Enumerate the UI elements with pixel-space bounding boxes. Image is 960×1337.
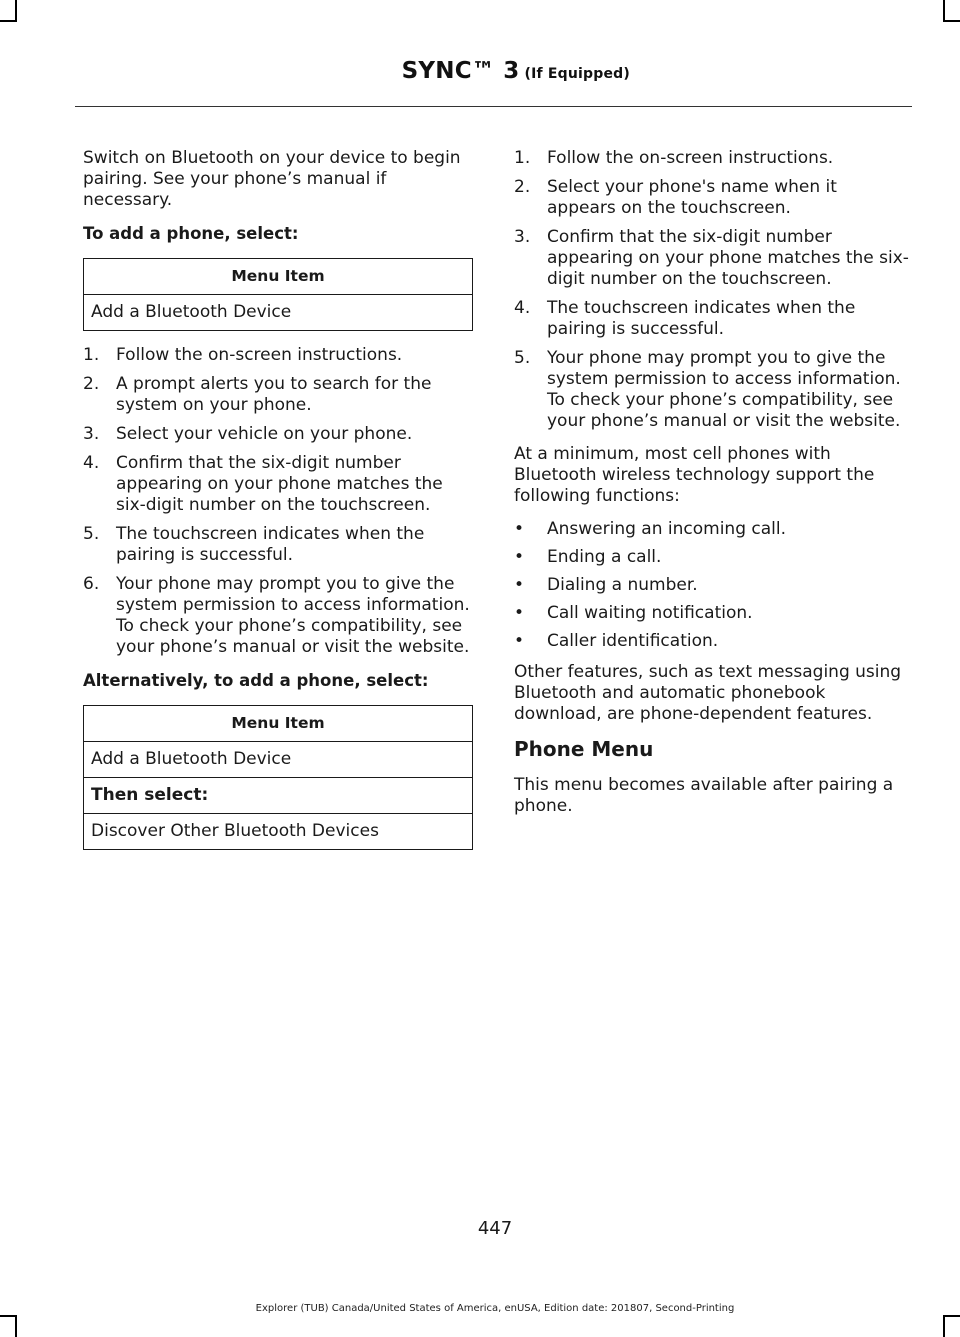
step-number: 3. [83,424,100,444]
alternative-subhead: Alternatively, to add a phone, select: [83,671,429,690]
crop-mark [943,0,945,20]
step-text: Select your phone's name when it appears on the touchscreen. [547,177,837,218]
step-number: 1. [514,148,531,168]
list-item [83,453,475,516]
step-number: 2. [514,177,531,197]
list-item [83,424,475,445]
bullet-text: Caller identification. [547,631,719,651]
menu-table-1 [83,258,473,331]
step-number: 5. [83,524,100,544]
phone-menu-paragraph: This menu becomes available after pairing a phone. [514,775,894,816]
step-text: The touchscreen indicates when the pairing is successful. [116,524,425,565]
functions-intro: At a minimum, most cell phones with Bluetooth wireless technology support the following functions: [514,444,875,506]
crop-mark [15,1315,17,1337]
menu-table-cell: Discover Other Bluetooth Devices [84,814,473,850]
right-column [514,148,910,829]
bullet-icon: • [514,519,525,539]
list-item [514,348,910,432]
step-text: Confirm that the six-digit number appearing on your phone matches the six-digit number on the touchscreen. [116,453,443,515]
crop-mark [0,1315,17,1317]
page-header-title [402,58,630,84]
step-text: Follow the on-screen instructions. [547,148,834,168]
list-item [83,524,475,566]
add-phone-subhead: To add a phone, select: [83,224,299,243]
features-paragraph: Other features, such as text messaging using Bluetooth and automatic phonebook download, are phone-dependent features. [514,662,902,724]
header-title-suffix: (If Equipped) [519,66,630,82]
bullet-icon: • [514,575,525,595]
crop-mark [943,1315,960,1317]
bullet-text: Ending a call. [547,547,662,567]
menu-table-cell: Add a Bluetooth Device [84,742,473,778]
menu-table-cell: Add a Bluetooth Device [84,295,473,331]
phone-menu-heading: Phone Menu [514,737,654,761]
crop-mark [943,20,960,22]
step-number: 1. [83,345,100,365]
bullet-icon: • [514,631,525,651]
step-number: 4. [514,298,531,318]
list-item [514,603,910,624]
list-item [514,298,910,340]
crop-mark [0,20,17,22]
bullet-icon: • [514,547,525,567]
step-text: Select your vehicle on your phone. [116,424,413,444]
step-text: Your phone may prompt you to give the system permission to access information. To check your phone’s compatibility, see your phone’s manual or visit the website. [547,348,901,431]
intro-paragraph: Switch on Bluetooth on your device to begin pairing. See your phone’s manual if necessary. [83,148,461,210]
menu-table-2 [83,705,473,850]
left-steps-list [83,345,475,658]
page-footer: Explorer (TUB) Canada/United States of America, enUSA, Edition date: 201807, Second-Printing [255,1303,735,1314]
header-title-text: SYNC™ 3 [401,58,520,84]
crop-mark [15,0,17,20]
bullet-text: Call waiting notification. [547,603,753,623]
list-item [514,148,910,169]
list-item [514,227,910,290]
functions-list [514,519,910,652]
crop-mark [943,1315,945,1337]
right-steps-list [514,148,910,432]
menu-table-header: Menu Item [84,259,473,295]
bullet-text: Answering an incoming call. [547,519,787,539]
list-item [83,374,475,416]
step-number: 2. [83,374,100,394]
list-item [514,519,910,540]
list-item [83,345,475,366]
list-item [83,574,475,658]
menu-table-cell: Then select: [84,778,473,814]
step-text: Confirm that the six-digit number appearing on your phone matches the six-digit number on the touchscreen. [547,227,909,289]
list-item [514,575,910,596]
list-item [514,631,910,652]
header-rule [75,106,912,107]
list-item [514,177,910,219]
step-number: 6. [83,574,100,594]
left-column [83,148,475,864]
step-text: Your phone may prompt you to give the system permission to access information. To check your phone’s compatibility, see your phone’s manual or visit the website. [116,574,470,657]
bullet-text: Dialing a number. [547,575,698,595]
bullet-icon: • [514,603,525,623]
list-item [514,547,910,568]
step-text: The touchscreen indicates when the pairing is successful. [547,298,856,339]
step-number: 4. [83,453,100,473]
menu-table-header: Menu Item [84,706,473,742]
step-number: 3. [514,227,531,247]
step-text: A prompt alerts you to search for the system on your phone. [116,374,432,415]
step-number: 5. [514,348,531,368]
page-number: 447 [477,1218,513,1239]
step-text: Follow the on-screen instructions. [116,345,403,365]
